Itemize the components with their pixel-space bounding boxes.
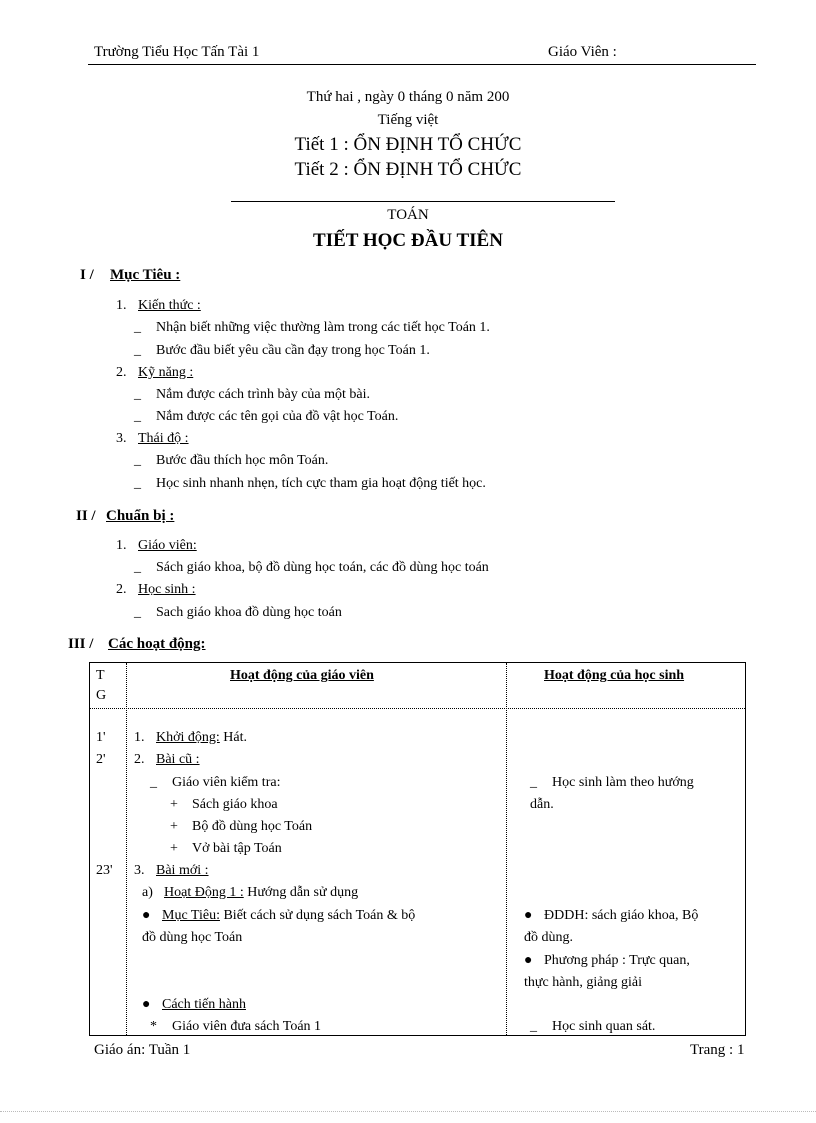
activity-1-row: a) Hoạt Động 1 : Hướng dẫn sử dụng xyxy=(142,885,359,900)
lesson-title-1: Tiết 1 : ỔN ĐỊNH TỔ CHỨC xyxy=(294,134,522,155)
column-header-student: Hoạt động của học sinh xyxy=(544,668,685,683)
objective-row-cont: đồ dùng học Toán xyxy=(142,930,243,945)
column-divider xyxy=(126,663,127,1035)
section-label: Chuẩn bị : xyxy=(106,508,175,524)
time-cell: 1' xyxy=(96,730,106,745)
list-item: _ Sách giáo khoa, bộ đồ dùng học toán, các đồ dùng học toán xyxy=(134,560,489,575)
list-item: _ Nắm được các tên gọi của đồ vật học Toán. xyxy=(134,409,399,424)
student-method: ● Phương pháp : Trực quan, xyxy=(524,953,690,968)
student-follow: _ Học sinh làm theo hướng xyxy=(530,775,694,790)
section-heading-objectives xyxy=(80,267,180,284)
list-item: + Vở bài tập Toán xyxy=(170,841,282,856)
column-header-teacher: Hoạt động của giáo viên xyxy=(230,668,374,683)
page-bottom-edge xyxy=(0,1111,816,1112)
activities-table xyxy=(89,662,746,1036)
bullet-icon: ● xyxy=(142,997,151,1012)
warmup-row: 1. Khởi động: Hát. xyxy=(134,730,248,745)
column-divider xyxy=(506,663,507,1035)
section-number: III / xyxy=(68,636,94,652)
objective-row: ● Mục Tiêu: Biết cách sử dụng sách Toán & bộ xyxy=(142,908,416,923)
review-row: 2. Bài cũ : xyxy=(134,752,200,767)
running-header xyxy=(88,44,756,65)
subject-label: Tiếng việt xyxy=(377,112,439,128)
step-row: * Giáo viên đưa sách Toán 1 xyxy=(150,1019,322,1034)
bullet-icon: ● xyxy=(524,953,533,968)
section-heading-preparation xyxy=(76,508,174,525)
separator-line xyxy=(231,201,615,202)
review-check: _ Giáo viên kiểm tra: xyxy=(150,775,281,790)
procedure-row: ● Cách tiến hành xyxy=(142,997,246,1012)
bullet-icon: ● xyxy=(524,908,533,923)
list-item: _ Học sinh nhanh nhẹn, tích cực tham gia hoạt động tiết học. xyxy=(134,476,486,491)
school-name: Trường Tiểu Học Tấn Tài 1 xyxy=(94,44,260,60)
lesson-title-2: Tiết 2 : ỔN ĐỊNH TỔ CHỨC xyxy=(294,159,522,180)
section-number: I / xyxy=(80,267,94,283)
student-observe: _ Học sinh quan sát. xyxy=(530,1019,656,1034)
objective-skills-heading: 2. Kỹ năng : xyxy=(116,365,194,380)
time-cell: 23' xyxy=(96,863,113,878)
footer-week: Giáo án: Tuần 1 xyxy=(94,1042,191,1058)
list-item: _ Nắm được cách trình bày của một bài. xyxy=(134,387,371,402)
bullet-icon: ● xyxy=(142,908,151,923)
column-header-time: T xyxy=(96,668,105,683)
student-ddh-cont: đồ dùng. xyxy=(524,930,573,945)
section-label: Mục Tiêu : xyxy=(110,267,181,283)
student-ddh: ● ĐDDH: sách giáo khoa, Bộ xyxy=(524,908,699,923)
section-label: Các hoạt động: xyxy=(108,636,206,652)
section-heading-activities xyxy=(68,636,206,653)
section-number: II / xyxy=(76,508,96,524)
list-item: + Bộ đồ dùng học Toán xyxy=(170,819,313,834)
header-divider xyxy=(90,708,745,709)
student-follow-cont: dẫn. xyxy=(530,797,554,812)
main-lesson-title: TIẾT HỌC ĐẦU TIÊN xyxy=(313,230,503,251)
footer-page-number: Trang : 1 xyxy=(690,1042,745,1058)
objective-attitude-heading: 3. Thái độ : xyxy=(116,431,189,446)
objective-knowledge-heading: 1. Kiến thức : xyxy=(116,298,201,313)
list-item: + Sách giáo khoa xyxy=(170,797,278,812)
column-header-time: G xyxy=(96,688,107,703)
prep-student-heading: 2. Học sinh : xyxy=(116,582,196,597)
list-item: _ Nhận biết những việc thường làm trong các tiết học Toán 1. xyxy=(134,320,490,335)
list-item: _ Bước đầu biết yêu cầu cần đạy trong học Toán 1. xyxy=(134,343,430,358)
new-lesson-row: 3. Bài mới : xyxy=(134,863,209,878)
list-item: _ Bước đầu thích học môn Toán. xyxy=(134,453,329,468)
time-cell: 2' xyxy=(96,752,106,767)
lesson-date: Thứ hai , ngày 0 tháng 0 năm 200 xyxy=(306,89,510,105)
list-item: _ Sach giáo khoa đồ dùng học toán xyxy=(134,605,342,620)
teacher-label: Giáo Viên : xyxy=(548,44,617,60)
student-method-cont: thực hành, giảng giải xyxy=(524,975,643,990)
math-subject-label: TOÁN xyxy=(387,207,429,223)
prep-teacher-heading: 1. Giáo viên: xyxy=(116,538,197,553)
